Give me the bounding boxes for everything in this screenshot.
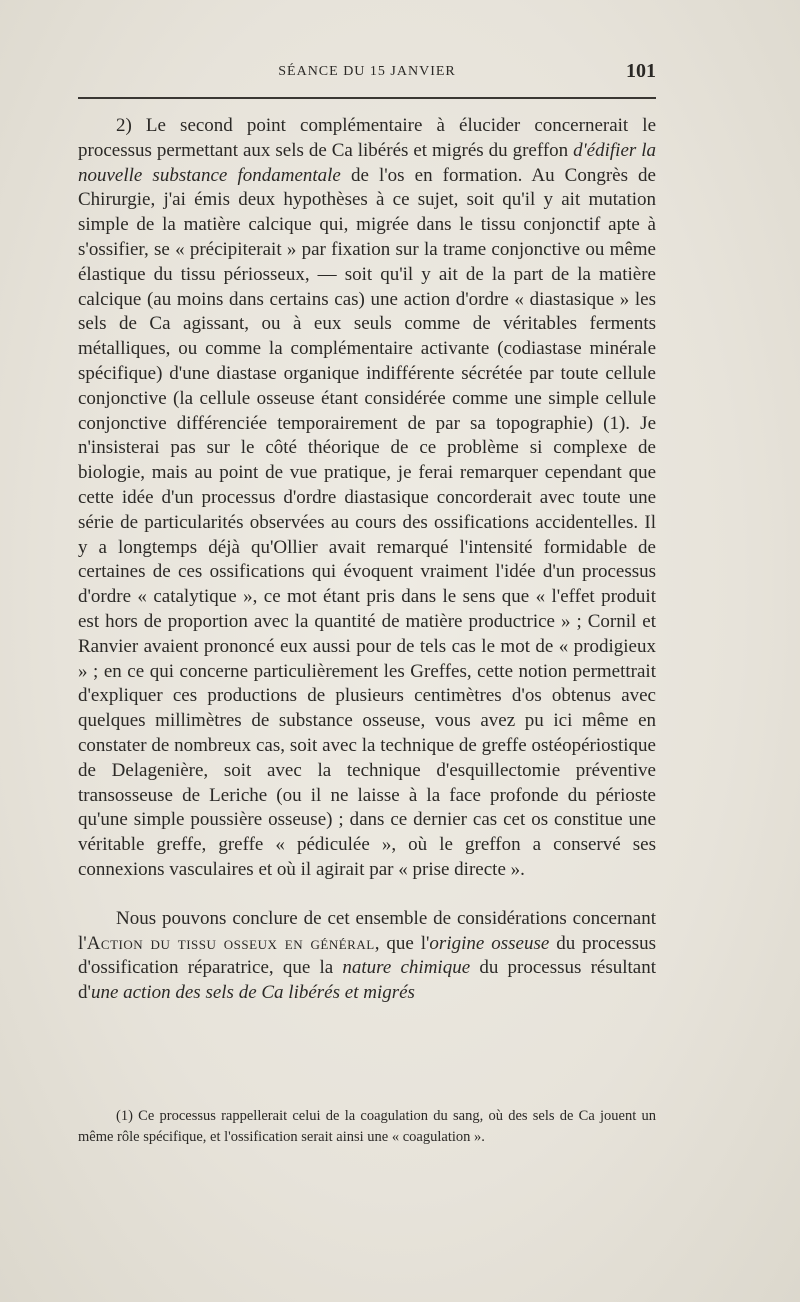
text-run: Nous pouvons conclure de cet ensemble de considérations concernant l' <box>78 907 656 954</box>
page-header <box>78 60 656 86</box>
paragraph-2 <box>78 907 656 1006</box>
running-title: SÉANCE DU 15 JANVIER <box>278 64 456 79</box>
text-run: du processus résultant d' <box>78 957 657 1004</box>
italic-run: origine osseuse <box>429 932 550 954</box>
page-number: 101 <box>626 60 656 82</box>
small-caps-run: Action du tissu osseux en général <box>86 932 375 954</box>
text-run: 2) Le second point complémentaire à élucider concernerait le processus permettant aux sels de Ca libérés et migrés du greffon <box>78 115 656 161</box>
text-run: du processus d'ossification réparatrice, que la <box>78 932 656 979</box>
body-text <box>78 114 656 1006</box>
italic-run: une action des sels de Ca libérés et migrés <box>90 982 415 1004</box>
italic-run: nature chimique <box>342 957 471 979</box>
italic-run: d'édifier la nouvelle substance fondamentale <box>78 139 656 186</box>
text-run: de l'os en formation. Au Congrès de Chirurgie, j'ai émis deux hypothèses à ce sujet, soit qu'il y ait mutation simple de la matière calcique qui, migrée dans le tissu conjonctif apte à s'ossifier, se « précipiterait » par fixation sur la trame conjonctive ou même élastique du tissu périosseux, — soit qu'il y ait de la part de la matière calcique (au moins dans certains cas) une action d'ordre « diastasique » les sels de Ca agissant, ou à eux seuls comme de véritables ferments métalliques, ou comme la complémentaire activante (codiastase minérale spécifique) d'une diastase organique indifférente sécrétée par toute cellule conjonctive (la cellule osseuse étant considérée comme une simple cellule conjonctive différenciée temporairement de par sa topographie) (1). Je n'insisterai pas sur le côté théorique de ce problème si complexe de biologie, mais au point de vue pratique, je ferai remarquer cependant que cette idée d'un processus d'ordre diastasique concorderait avec toute une série de particularités observées au cours des ossifications accidentelles. Il y a longtemps déjà qu'Ollier avait remarqué l'intensité formidable de certaines de ces ossifications qui évoquent vraiment l'idée d'un processus d'ordre « catalytique », ce mot étant pris dans le sens que « l'effet produit est hors de proportion avec la quantité de matière productrice » ; Cornil et Ranvier avaient prononcé eux aussi pour de tels cas le mot de « prodigieux » ; en ce qui concerne particulièrement les Greffes, cette notion permettrait d'expliquer ces productions de plusieurs centimètres d'os obtenus avec quelques millimètres de substance osseuse, vous avez pu ici même en constater de nombreux cas, soit avec la technique de greffe ostéopériostique de Delagenière, soit avec la technique d'esquillectomie préventive transosseuse de Leriche (ou il ne laisse à la face profonde du périoste qu'une simple poussière osseuse) ; dans ce dernier cas cet os constitue une véritable greffe, greffe « pédiculée », où le greffon a conservé ses connexions vasculaires et où il agirait par « prise directe ». <box>78 164 656 880</box>
text-run: , que l' <box>374 932 430 954</box>
paragraph-1 <box>78 114 656 883</box>
header-rule <box>78 97 656 99</box>
footnote: (1) Ce processus rappellerait celui de la coagulation du sang, où des sels de Ca jouent un même rôle spécifique, et l'ossification serait ainsi une « coagulation ». <box>78 1108 656 1145</box>
